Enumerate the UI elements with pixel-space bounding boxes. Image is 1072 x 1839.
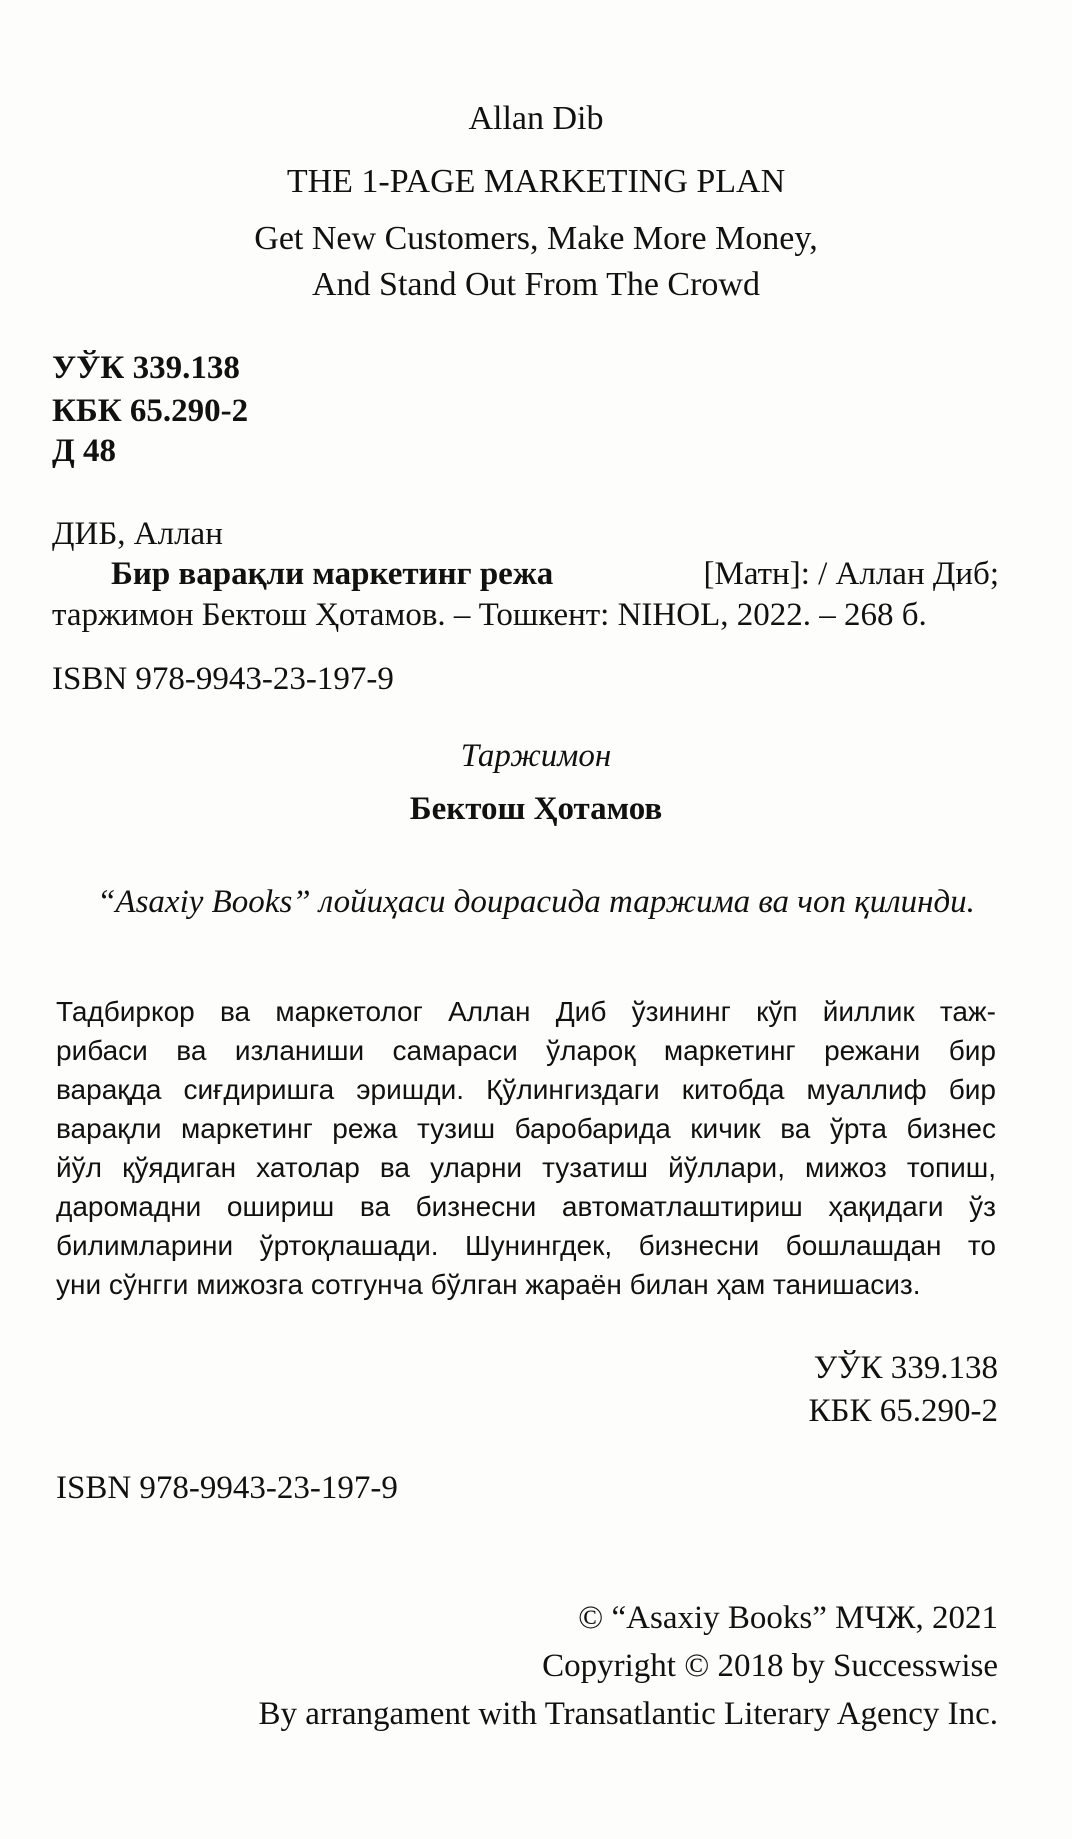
catalog-book-title: Бир варақли маркетинг режа bbox=[111, 556, 554, 592]
bbk-code-right: КБК 65.290-2 bbox=[808, 1393, 998, 1429]
annotation-line: даромадни ошириш ва бизнесни автоматлаштириш ҳақидаги ўз bbox=[56, 1191, 996, 1222]
annotation-line: йўл қўядиган хатолар ва уларни тузатиш йўллари, мижоз топиш, bbox=[56, 1152, 996, 1183]
annotation-line: билимларини ўртоқлашади. Шунингдек, бизнесни бошлашдан то bbox=[56, 1230, 996, 1261]
original-subtitle-line2: And Stand Out From The Crowd bbox=[312, 266, 760, 303]
udk-code: УЎК 339.138 bbox=[52, 350, 240, 386]
original-subtitle-line1: Get New Customers, Make More Money, bbox=[254, 220, 818, 257]
original-author: Allan Dib bbox=[468, 100, 604, 137]
annotation-line: варақли маркетинг режа тузиш баробарида кичик ва ўрта бизнес bbox=[56, 1113, 996, 1144]
translator-label: Таржимон bbox=[460, 738, 612, 774]
copyright-original: Copyright © 2018 by Successwise bbox=[542, 1648, 998, 1684]
catalog-publication-line: таржимон Бектош Ҳотамов. – Тошкент: NIHOL, 2022. – 268 б. bbox=[52, 597, 927, 633]
annotation-line: уни сўнгги мижозга сотгунча бўлган жараён билан ҳам танишасиз. bbox=[56, 1269, 921, 1300]
udk-code-right: УЎК 339.138 bbox=[813, 1350, 998, 1386]
isbn-footer: ISBN 978-9943-23-197-9 bbox=[56, 1470, 398, 1506]
annotation-line: рибаси ва изланиши самараси ўлароқ маркетинг режани бир bbox=[56, 1035, 996, 1066]
annotation-line: варақда сиғдиришга эришди. Қўлингиздаги китобда муаллиф бир bbox=[56, 1074, 996, 1105]
project-note: “Asaxiy Books” лойиҳаси доирасида таржима ва чоп қилинди. bbox=[97, 884, 975, 920]
catalog-title-line bbox=[111, 556, 999, 593]
copyright-agency: By arrangament with Transatlantic Literary Agency Inc. bbox=[258, 1696, 998, 1732]
catalog-isbn: ISBN 978-9943-23-197-9 bbox=[52, 661, 394, 697]
author-mark: Д 48 bbox=[52, 433, 116, 469]
copyright-asaxiy: © “Asaxiy Books” МЧЖ, 2021 bbox=[578, 1600, 998, 1636]
original-title: THE 1-PAGE MARKETING PLAN bbox=[286, 163, 786, 200]
translator-name: Бектош Ҳотамов bbox=[409, 791, 663, 827]
bbk-code: КБК 65.290-2 bbox=[52, 393, 249, 429]
catalog-author-heading: ДИБ, Аллан bbox=[52, 516, 223, 552]
annotation-line: Тадбиркор ва маркетолог Аллан Диб ўзининг кўп йиллик таж- bbox=[56, 996, 996, 1027]
annotation-paragraph bbox=[56, 992, 996, 1304]
catalog-title-rest: [Матн]: / Аллан Диб; bbox=[703, 556, 999, 592]
